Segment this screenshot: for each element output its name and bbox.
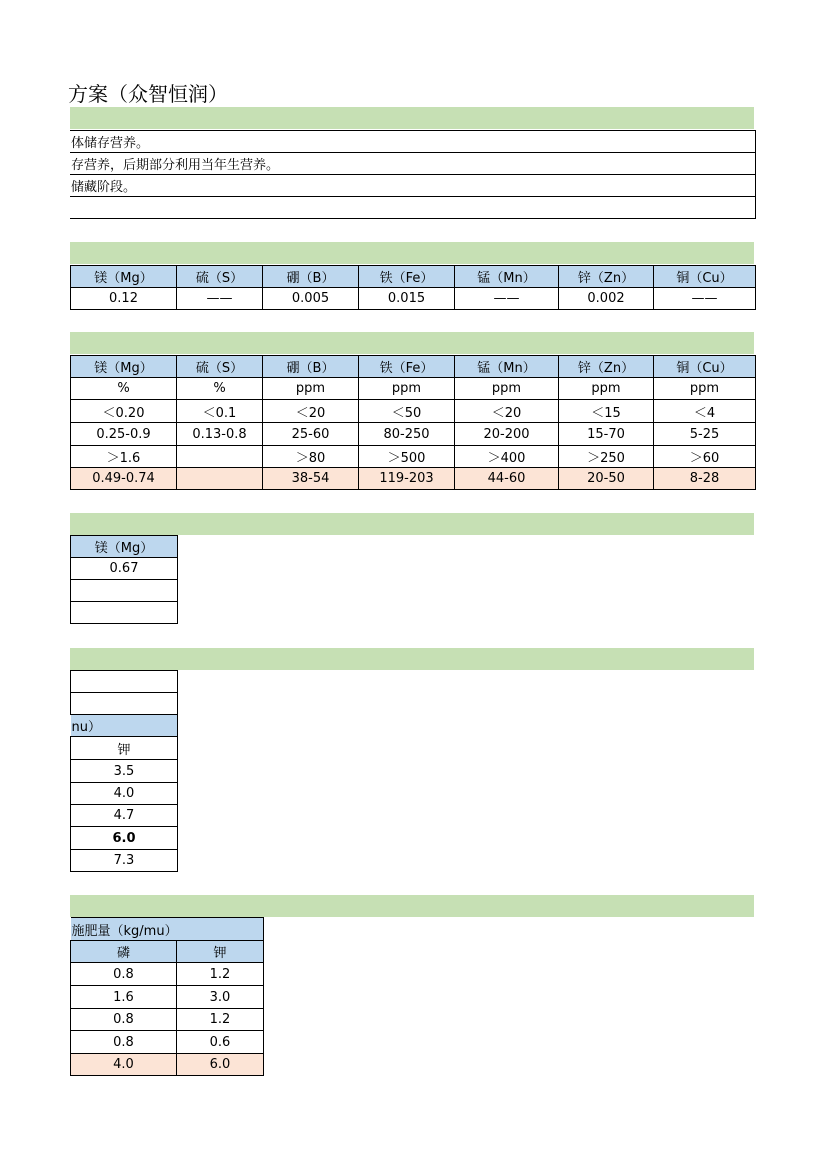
value-cell: —— xyxy=(177,288,263,310)
value-cell: ＞60 xyxy=(654,446,756,468)
unit-cell: ppm xyxy=(455,378,559,400)
value-cell: ＞400 xyxy=(455,446,559,468)
section1-line: 体储存营养。 xyxy=(70,131,755,153)
highlight-cell xyxy=(177,468,263,490)
value-cell: 0.8 xyxy=(71,963,177,986)
value-cell: ＜20 xyxy=(455,400,559,423)
value-cell: 80-250 xyxy=(359,423,455,446)
header-cell: 钾 xyxy=(177,941,264,963)
highlight-cell: 8-28 xyxy=(654,468,756,490)
total-cell: 4.0 xyxy=(71,1054,177,1076)
header-cell: 锰（Mn） xyxy=(455,266,559,288)
value-cell: ＜0.20 xyxy=(71,400,177,423)
total-cell: 6.0 xyxy=(177,1054,264,1076)
section3-table xyxy=(70,355,756,490)
header-cell: 铜（Cu） xyxy=(654,356,756,378)
section1-table xyxy=(70,130,756,219)
unit-cell: ppm xyxy=(654,378,756,400)
header-cell: 镁（Mg） xyxy=(71,356,177,378)
value-cell: 0.13-0.8 xyxy=(177,423,263,446)
value-cell: 1.2 xyxy=(177,963,264,986)
highlight-cell: 20-50 xyxy=(559,468,654,490)
value-cell: —— xyxy=(654,288,756,310)
section4-band xyxy=(70,513,754,535)
value-cell xyxy=(177,446,263,468)
unit-cell: ppm xyxy=(559,378,654,400)
header-cell: 铁（Fe） xyxy=(359,266,455,288)
value-cell: ＜0.1 xyxy=(177,400,263,423)
section2-band xyxy=(70,242,754,264)
value-cell: 0.6 xyxy=(177,1031,264,1054)
value-cell: 15-70 xyxy=(559,423,654,446)
value-cell: ＞250 xyxy=(559,446,654,468)
header-cell: 镁（Mg） xyxy=(71,536,178,558)
header-cell: 铜（Cu） xyxy=(654,266,756,288)
value-cell: 3.0 xyxy=(177,986,264,1009)
unit-header-cell: nu） xyxy=(71,715,178,737)
section6-table xyxy=(70,917,264,1076)
value-cell: 3.5 xyxy=(71,760,178,783)
value-cell: 4.7 xyxy=(71,805,178,827)
highlight-cell: 0.49-0.74 xyxy=(71,468,177,490)
header-cell: 硼（B） xyxy=(263,266,359,288)
section1-line xyxy=(70,197,755,219)
unit-cell: % xyxy=(177,378,263,400)
header-cell: 硫（S） xyxy=(177,266,263,288)
value-cell: 1.6 xyxy=(71,986,177,1009)
section1-band xyxy=(70,107,754,129)
unit-cell: ppm xyxy=(263,378,359,400)
value-cell xyxy=(71,602,178,624)
value-cell xyxy=(71,580,178,602)
highlight-cell: 44-60 xyxy=(455,468,559,490)
header-cell: 锌（Zn） xyxy=(559,266,654,288)
value-cell: ＞500 xyxy=(359,446,455,468)
span-header-cell: 施肥量（kg/mu） xyxy=(71,918,264,941)
header-cell: 铁（Fe） xyxy=(359,356,455,378)
value-cell: ＜50 xyxy=(359,400,455,423)
value-cell: 4.0 xyxy=(71,783,178,805)
value-cell: 0.12 xyxy=(71,288,177,310)
header-cell: 磷 xyxy=(71,941,177,963)
section5-table xyxy=(70,670,178,872)
section6-band xyxy=(70,895,754,917)
value-cell: ＜4 xyxy=(654,400,756,423)
value-cell-bold: 6.0 xyxy=(71,827,178,850)
unit-cell: % xyxy=(71,378,177,400)
value-cell: ＜20 xyxy=(263,400,359,423)
highlight-cell: 119-203 xyxy=(359,468,455,490)
document-title: 方案（众智恒润） xyxy=(68,82,228,106)
section3-band xyxy=(70,332,754,354)
blank-cell xyxy=(71,693,178,715)
section4-table xyxy=(70,535,178,624)
unit-cell: ppm xyxy=(359,378,455,400)
value-cell: ＜15 xyxy=(559,400,654,423)
blank-cell xyxy=(71,671,178,693)
value-cell: 0.25-0.9 xyxy=(71,423,177,446)
value-cell: 5-25 xyxy=(654,423,756,446)
value-cell: 25-60 xyxy=(263,423,359,446)
section1-line: 存营养，后期部分利用当年生营养。 xyxy=(70,153,755,175)
value-cell: 7.3 xyxy=(71,850,178,872)
section5-band xyxy=(70,648,754,670)
value-cell: ＞80 xyxy=(263,446,359,468)
header-cell: 钾 xyxy=(71,737,178,760)
section2-table xyxy=(70,265,756,310)
value-cell: 0.8 xyxy=(71,1031,177,1054)
header-cell: 硼（B） xyxy=(263,356,359,378)
value-cell: 20-200 xyxy=(455,423,559,446)
value-cell: ＞1.6 xyxy=(71,446,177,468)
value-cell: 0.67 xyxy=(71,558,178,580)
highlight-cell: 38-54 xyxy=(263,468,359,490)
section1-line: 储藏阶段。 xyxy=(70,175,755,197)
header-cell: 硫（S） xyxy=(177,356,263,378)
value-cell: 0.015 xyxy=(359,288,455,310)
value-cell: 0.8 xyxy=(71,1009,177,1031)
value-cell: 0.005 xyxy=(263,288,359,310)
value-cell: —— xyxy=(455,288,559,310)
value-cell: 0.002 xyxy=(559,288,654,310)
header-cell: 锰（Mn） xyxy=(455,356,559,378)
header-cell: 锌（Zn） xyxy=(559,356,654,378)
header-cell: 镁（Mg） xyxy=(71,266,177,288)
value-cell: 1.2 xyxy=(177,1009,264,1031)
